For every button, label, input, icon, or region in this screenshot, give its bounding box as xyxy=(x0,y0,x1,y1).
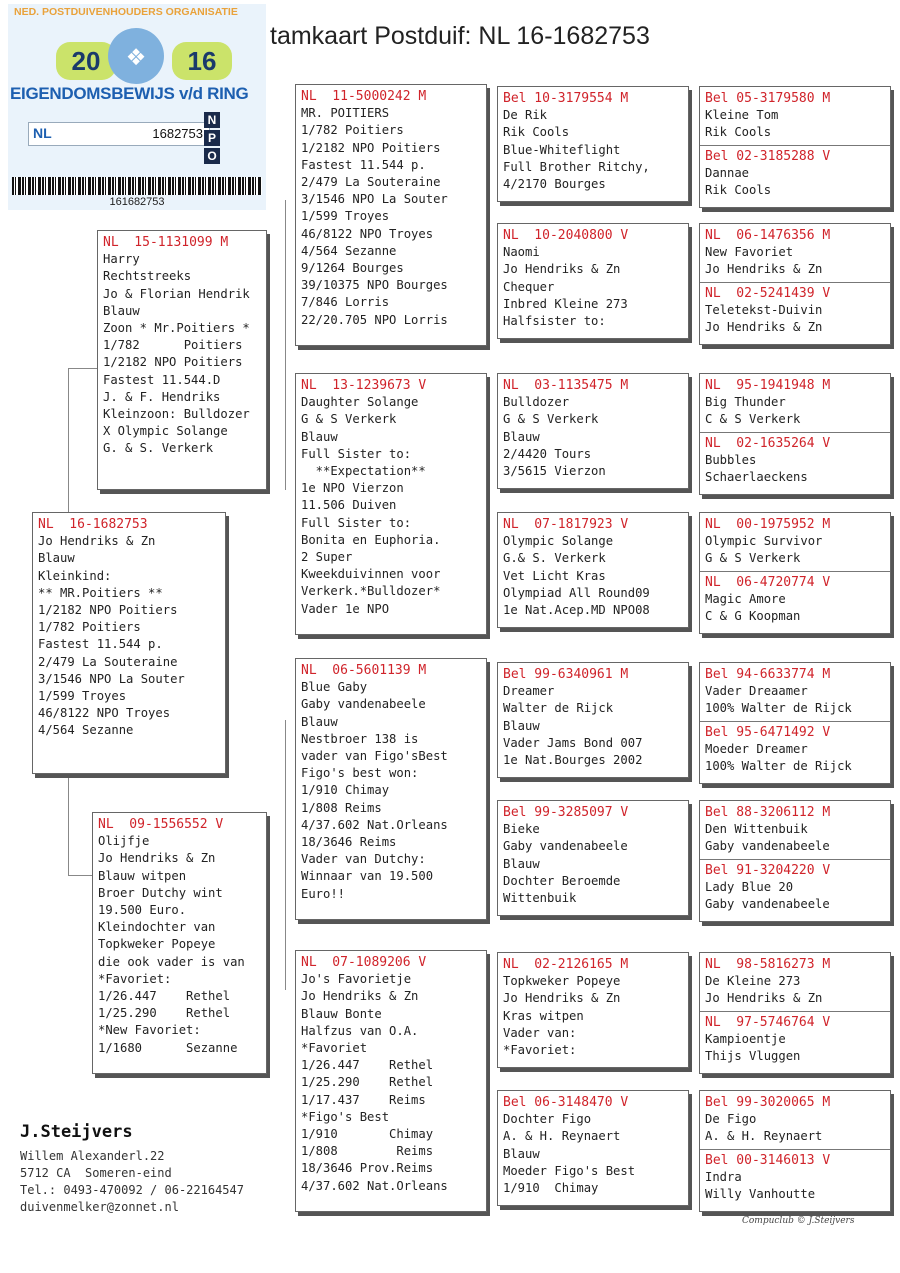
card-line: Dochter Beroemde xyxy=(503,873,621,888)
n-logo-icon: N xyxy=(204,112,220,128)
ring-number: Bel 94-6633774 M xyxy=(705,667,831,682)
card-line: Full Sister to: xyxy=(301,515,412,530)
ring-number: NL 13-1239673 V xyxy=(301,378,427,393)
card-line: Walter de Rijck xyxy=(503,701,614,716)
card-line: 3/5615 Vierzon xyxy=(503,464,606,479)
card-line: 9/1264 Bourges xyxy=(301,261,404,276)
card-line: Fastest 11.544 p. xyxy=(301,157,426,172)
connector-line xyxy=(285,720,286,990)
card-line: 46/8122 NPO Troyes xyxy=(38,706,171,721)
card-line: 1/1680 Sezanne xyxy=(98,1040,238,1055)
card-line: 3/1546 NPO La Souter xyxy=(301,192,448,207)
ring-number: NL 06-4720774 V xyxy=(705,574,831,590)
card-line: Moeder Dreamer xyxy=(705,741,808,756)
card-line: vader van Figo'sBest xyxy=(301,749,448,764)
ring-number: NL 97-5746764 V xyxy=(705,1014,831,1030)
crest-icon: ❖ xyxy=(108,28,164,84)
card-line: Blauw xyxy=(503,429,540,444)
card-line: Kleindochter van xyxy=(98,920,216,935)
pedigree-card-g3-7 xyxy=(497,1090,689,1206)
card-line: Moeder Figo's Best xyxy=(503,1163,636,1178)
pedigree-card-g4-2 xyxy=(699,373,891,495)
card-sub-section xyxy=(700,571,890,626)
card-line: J. & F. Hendriks xyxy=(103,389,221,404)
pedigree-card-g3-5 xyxy=(497,800,689,916)
ring-number: Bel 99-3285097 V xyxy=(503,805,629,820)
card-line: Den Wittenbuik xyxy=(705,822,808,837)
card-line: Vet Licht Kras xyxy=(503,568,606,583)
card-line: 1/782 Poitiers xyxy=(301,123,404,138)
card-line: Zoon * Mr.Poitiers * xyxy=(103,321,250,336)
card-line: 1/599 Troyes xyxy=(38,689,127,704)
ring-number: NL 02-5241439 V xyxy=(705,285,831,301)
ring-certificate xyxy=(8,4,266,210)
card-line: 1/808 Reims xyxy=(301,1144,434,1159)
card-line: Topkweker Popeye xyxy=(98,937,216,952)
barcode-number: 161682753 xyxy=(109,196,165,208)
pedigree-card-mf xyxy=(295,658,487,920)
card-line: Kleinkind: xyxy=(38,568,112,583)
card-line: Gaby vandenabeele xyxy=(301,697,426,712)
ring-number: NL 11-5000242 M xyxy=(301,89,427,104)
card-line: Blauw Bonte xyxy=(301,1006,382,1021)
card-line: Daughter Solange xyxy=(301,395,419,410)
owner-name: J.Steijvers xyxy=(20,1122,133,1142)
ring-number: Bel 91-3204220 V xyxy=(705,862,831,878)
card-line: Nestbroer 138 is xyxy=(301,731,419,746)
card-line: Jo Hendriks & Zn xyxy=(705,320,823,335)
card-line: 1/910 Chimay xyxy=(301,783,390,798)
card-line: 1/599 Troyes xyxy=(301,209,390,224)
card-line: Fastest 11.544.D xyxy=(103,372,221,387)
card-line: X Olympic Solange xyxy=(103,424,228,439)
ring-number: NL 03-1135475 M xyxy=(503,378,629,393)
card-line: Jo Hendriks & Zn xyxy=(503,262,621,277)
card-line: New Favoriet xyxy=(705,245,794,260)
ring-number: NL 09-1556552 V xyxy=(98,817,224,832)
ring-number: NL 10-2040800 V xyxy=(503,228,629,243)
card-line: Jo & Florian Hendrik xyxy=(103,286,250,301)
card-line: Full Sister to: xyxy=(301,446,412,461)
owner-postcode: 5712 CA Someren-eind xyxy=(20,1166,172,1180)
card-line: 1/2182 NPO Poitiers xyxy=(301,140,441,155)
owner-phone: Tel.: 0493-470092 / 06-22164547 xyxy=(20,1183,244,1197)
card-line: 1/782 Poitiers xyxy=(38,620,141,635)
card-line: 18/3646 Reims xyxy=(301,835,397,850)
card-line: Dreamer xyxy=(503,684,555,699)
card-line: 4/564 Sezanne xyxy=(38,723,134,738)
ring-number: Bel 05-3179580 M xyxy=(705,91,831,106)
card-line: 1/2182 NPO Poitiers xyxy=(103,355,243,370)
card-line: 1/26.447 Rethel xyxy=(301,1058,434,1073)
card-line: 1e Nat.Acep.MD NPO08 xyxy=(503,603,650,618)
card-line: Vader van: xyxy=(503,1025,577,1040)
card-line: **Expectation** xyxy=(301,464,426,479)
pedigree-card-g3-4 xyxy=(497,662,689,778)
card-line: Jo Hendriks & Zn xyxy=(503,991,621,1006)
card-line: *Favoriet xyxy=(301,1041,368,1056)
ring-number: Bel 06-3148470 V xyxy=(503,1095,629,1110)
connector-line xyxy=(68,875,92,876)
card-line: Jo Hendriks & Zn xyxy=(705,991,823,1006)
card-line: Bonita en Euphoria. xyxy=(301,532,441,547)
card-line: Blauw xyxy=(301,714,338,729)
card-line: A. & H. Reynaert xyxy=(705,1129,823,1144)
card-line: Naomi xyxy=(503,245,540,260)
card-line: *Favoriet: xyxy=(503,1043,577,1058)
certificate-org: NED. POSTDUIVENHOUDERS ORGANISATIE xyxy=(14,6,238,18)
card-line: Kampioentje xyxy=(705,1031,786,1046)
card-line: Olympiad All Round09 xyxy=(503,585,650,600)
card-line: 4/37.602 Nat.Orleans xyxy=(301,817,448,832)
ring-number: NL 06-1476356 M xyxy=(705,228,831,243)
card-line: Olijfje xyxy=(98,834,150,849)
card-line: Topkweker Popeye xyxy=(503,974,621,989)
card-line: G & S Verkerk xyxy=(705,551,801,566)
connector-line xyxy=(68,775,69,875)
card-line: 4/2170 Bourges xyxy=(503,177,606,192)
ring-number: Bel 00-3146013 V xyxy=(705,1152,831,1168)
card-line: Kleinzoon: Bulldozer xyxy=(103,407,250,422)
pedigree-card-father xyxy=(97,230,267,490)
card-line: Thijs Vluggen xyxy=(705,1049,801,1064)
connector-line xyxy=(68,368,100,369)
owner-address: Willem Alexanderl.22 xyxy=(20,1149,165,1163)
card-line: G & S Verkerk xyxy=(301,412,397,427)
card-line: 4/37.602 Nat.Orleans xyxy=(301,1178,448,1193)
card-line: Rik Cools xyxy=(503,125,570,140)
card-line: 1/17.437 Reims xyxy=(301,1092,426,1107)
pedigree-card-g3-1 xyxy=(497,223,689,339)
owner-info xyxy=(20,1122,244,1216)
card-line: Indra xyxy=(705,1169,742,1184)
card-line: Magic Amore xyxy=(705,591,786,606)
card-line: 19.500 Euro. xyxy=(98,903,187,918)
barcode xyxy=(12,177,262,195)
p-logo-icon: P xyxy=(204,130,220,146)
card-line: Kras witpen xyxy=(503,1008,584,1023)
card-line: Blauw xyxy=(503,718,540,733)
card-line: Full Brother Ritchy, xyxy=(503,159,650,174)
pedigree-card-g3-0 xyxy=(497,86,689,202)
owner-email[interactable]: duivenmelker@zonnet.nl xyxy=(20,1200,179,1214)
pedigree-card-g4-1 xyxy=(699,223,891,345)
card-line: Vader 1e NPO xyxy=(301,601,390,616)
card-line: Jo's Favorietje xyxy=(301,972,412,987)
card-sub-section xyxy=(700,1149,890,1204)
card-line: Broer Dutchy wint xyxy=(98,885,223,900)
pedigree-card-fm xyxy=(295,373,487,635)
ring-number: Bel 99-6340961 M xyxy=(503,667,629,682)
card-line: Kleine Tom xyxy=(705,108,779,123)
card-line: 1/25.290 Rethel xyxy=(98,1006,231,1021)
ring-number: Bel 99-3020065 M xyxy=(705,1095,831,1110)
card-line: Gaby vandenabeele xyxy=(503,839,628,854)
card-line: De Figo xyxy=(705,1112,757,1127)
pedigree-card-g4-5 xyxy=(699,800,891,922)
card-line: Vader Dreaamer xyxy=(705,684,808,699)
card-line: G.& S. Verkerk xyxy=(503,551,606,566)
card-line: Blauw xyxy=(503,1146,540,1161)
card-line: Schaerlaeckens xyxy=(705,470,808,485)
card-line: 22/20.705 NPO Lorris xyxy=(301,312,448,327)
ring-number: NL 06-5601139 M xyxy=(301,663,427,678)
card-line: 3/1546 NPO La Souter xyxy=(38,671,185,686)
card-line: 1/25.290 Rethel xyxy=(301,1075,434,1090)
card-line: Euro!! xyxy=(301,886,346,901)
certificate-ring-box xyxy=(28,122,210,146)
card-line: Dochter Figo xyxy=(503,1112,592,1127)
card-line: Fastest 11.544 p. xyxy=(38,637,163,652)
card-line: 46/8122 NPO Troyes xyxy=(301,226,434,241)
ring-number: Bel 95-6471492 V xyxy=(705,724,831,740)
card-sub-section xyxy=(700,432,890,487)
card-line: Rik Cools xyxy=(705,125,772,140)
card-line: Dannae xyxy=(705,165,750,180)
card-line: 2 Super xyxy=(301,550,353,565)
card-line: 1/2182 NPO Poitiers xyxy=(38,603,178,618)
card-line: Blue Gaby xyxy=(301,680,368,695)
card-line: ** MR.Poitiers ** xyxy=(38,585,163,600)
card-line: Rechtstreeks xyxy=(103,269,192,284)
card-line: Winnaar van 19.500 xyxy=(301,869,434,884)
pedigree-card-g4-6 xyxy=(699,952,891,1074)
card-line: *Favoriet: xyxy=(98,971,172,986)
ring-number: NL 07-1089206 V xyxy=(301,955,427,970)
certificate-country: NL xyxy=(33,125,52,141)
card-line: *Figo's Best xyxy=(301,1109,390,1124)
card-line: 1e NPO Vierzon xyxy=(301,481,404,496)
ring-number: Bel 02-3185288 V xyxy=(705,148,831,164)
card-line: 2/4420 Tours xyxy=(503,446,592,461)
ring-number: NL 07-1817923 V xyxy=(503,517,629,532)
card-line: Jo Hendriks & Zn xyxy=(98,851,216,866)
card-line: Vader Jams Bond 007 xyxy=(503,735,643,750)
card-line: Vader van Dutchy: xyxy=(301,852,426,867)
pedigree-card-g4-4 xyxy=(699,662,891,784)
card-line: Jo Hendriks & Zn xyxy=(301,989,419,1004)
card-line: C & G Koopman xyxy=(705,609,801,624)
connector-line xyxy=(285,200,286,490)
ring-number: NL 00-1975952 M xyxy=(705,517,831,532)
pedigree-card-g4-7 xyxy=(699,1090,891,1212)
certificate-year-right: 16 xyxy=(172,42,232,80)
card-line: Blauw witpen xyxy=(98,868,187,883)
card-line: Wittenbuik xyxy=(503,891,577,906)
card-line: De Rik xyxy=(503,108,548,123)
card-line: 1/808 Reims xyxy=(301,800,382,815)
card-line: Lady Blue 20 xyxy=(705,879,794,894)
certificate-year-left: 20 xyxy=(56,42,116,80)
card-line: Gaby vandenabeele xyxy=(705,839,830,854)
card-line: G. & S. Verkerk xyxy=(103,441,214,456)
o-logo-icon: O xyxy=(204,148,220,164)
ring-number: NL 15-1131099 M xyxy=(103,235,229,250)
connector-line xyxy=(68,368,69,518)
card-line: Verkerk.*Bulldozer* xyxy=(301,584,441,599)
certificate-ring-number: 1682753 xyxy=(152,126,203,141)
card-line: Bubbles xyxy=(705,452,757,467)
card-line: 2/479 La Souteraine xyxy=(301,175,441,190)
pedigree-card-g3-3 xyxy=(497,512,689,628)
card-line: Big Thunder xyxy=(705,395,786,410)
card-line: 7/846 Lorris xyxy=(301,295,390,310)
card-line: Teletekst-Duivin xyxy=(705,302,823,317)
card-sub-section xyxy=(700,1011,890,1066)
card-sub-section xyxy=(700,145,890,200)
card-line: 11.506 Duiven xyxy=(301,498,397,513)
card-sub-section xyxy=(700,859,890,914)
card-line: Olympic Solange xyxy=(503,534,614,549)
card-line: Halfzus van O.A. xyxy=(301,1023,419,1038)
ring-number: NL 02-2126165 M xyxy=(503,957,629,972)
card-line: 100% Walter de Rijck xyxy=(705,759,852,774)
pedigree-card-g4-0 xyxy=(699,86,891,208)
card-line: Willy Vanhoutte xyxy=(705,1187,816,1202)
card-line: A. & H. Reynaert xyxy=(503,1129,621,1144)
pedigree-card-g4-3 xyxy=(699,512,891,634)
card-line: Blauw xyxy=(503,856,540,871)
card-line: Chequer xyxy=(503,279,555,294)
card-line: Bieke xyxy=(503,822,540,837)
ring-number: NL 98-5816273 M xyxy=(705,957,831,972)
card-line: G & S Verkerk xyxy=(503,412,599,427)
card-line: 39/10375 NPO Bourges xyxy=(301,278,448,293)
ring-number: NL 02-1635264 V xyxy=(705,435,831,451)
pedigree-card-mother xyxy=(92,812,267,1074)
card-line: Jo Hendriks & Zn xyxy=(705,262,823,277)
ring-number: NL 95-1941948 M xyxy=(705,378,831,393)
card-line: Olympic Survivor xyxy=(705,534,823,549)
pedigree-card-bird xyxy=(32,512,226,774)
card-line: Harry xyxy=(103,252,140,267)
card-line: Figo's best won: xyxy=(301,766,419,781)
card-line: 2/479 La Souteraine xyxy=(38,654,178,669)
card-line: Blauw xyxy=(38,551,75,566)
card-line: Gaby vandenabeele xyxy=(705,897,830,912)
card-line: Kweekduivinnen voor xyxy=(301,567,441,582)
card-line: Blauw xyxy=(301,429,338,444)
card-line: Bulldozer xyxy=(503,395,570,410)
footer-credit: Compuclub © J.Steijvers xyxy=(742,1216,855,1226)
card-line: 1/910 Chimay xyxy=(503,1181,599,1196)
certificate-heading: EIGENDOMSBEWIJS v/d RING xyxy=(10,84,249,103)
card-line: Rik Cools xyxy=(705,183,772,198)
page-title: tamkaart Postduif: NL 16-1682753 xyxy=(270,22,650,50)
card-line: Blue-Whiteflight xyxy=(503,142,621,157)
card-line: MR. POITIERS xyxy=(301,106,390,121)
ring-number: Bel 88-3206112 M xyxy=(705,805,831,820)
card-line: *New Favoriet: xyxy=(98,1023,201,1038)
ring-number: NL 16-1682753 xyxy=(38,517,148,532)
card-line: C & S Verkerk xyxy=(705,412,801,427)
card-line: Blauw xyxy=(103,303,140,318)
card-line: Halfsister to: xyxy=(503,314,606,329)
card-sub-section xyxy=(700,282,890,337)
ring-number: Bel 10-3179554 M xyxy=(503,91,629,106)
card-line: 1/782 Poitiers xyxy=(103,338,243,353)
card-line: 1/910 Chimay xyxy=(301,1127,434,1142)
card-line: die ook vader is van xyxy=(98,954,245,969)
card-line: 1e Nat.Bourges 2002 xyxy=(503,753,643,768)
pedigree-card-g3-6 xyxy=(497,952,689,1068)
pedigree-card-g3-2 xyxy=(497,373,689,489)
pedigree-card-mm xyxy=(295,950,487,1212)
card-sub-section xyxy=(700,721,890,776)
pedigree-card-ff xyxy=(295,84,487,346)
card-line: 4/564 Sezanne xyxy=(301,243,397,258)
card-line: 18/3646 Prov.Reims xyxy=(301,1161,434,1176)
card-line: 1/26.447 Rethel xyxy=(98,989,231,1004)
card-line: De Kleine 273 xyxy=(705,974,801,989)
card-line: Inbred Kleine 273 xyxy=(503,296,628,311)
card-line: 100% Walter de Rijck xyxy=(705,701,852,716)
card-line: Jo Hendriks & Zn xyxy=(38,534,156,549)
